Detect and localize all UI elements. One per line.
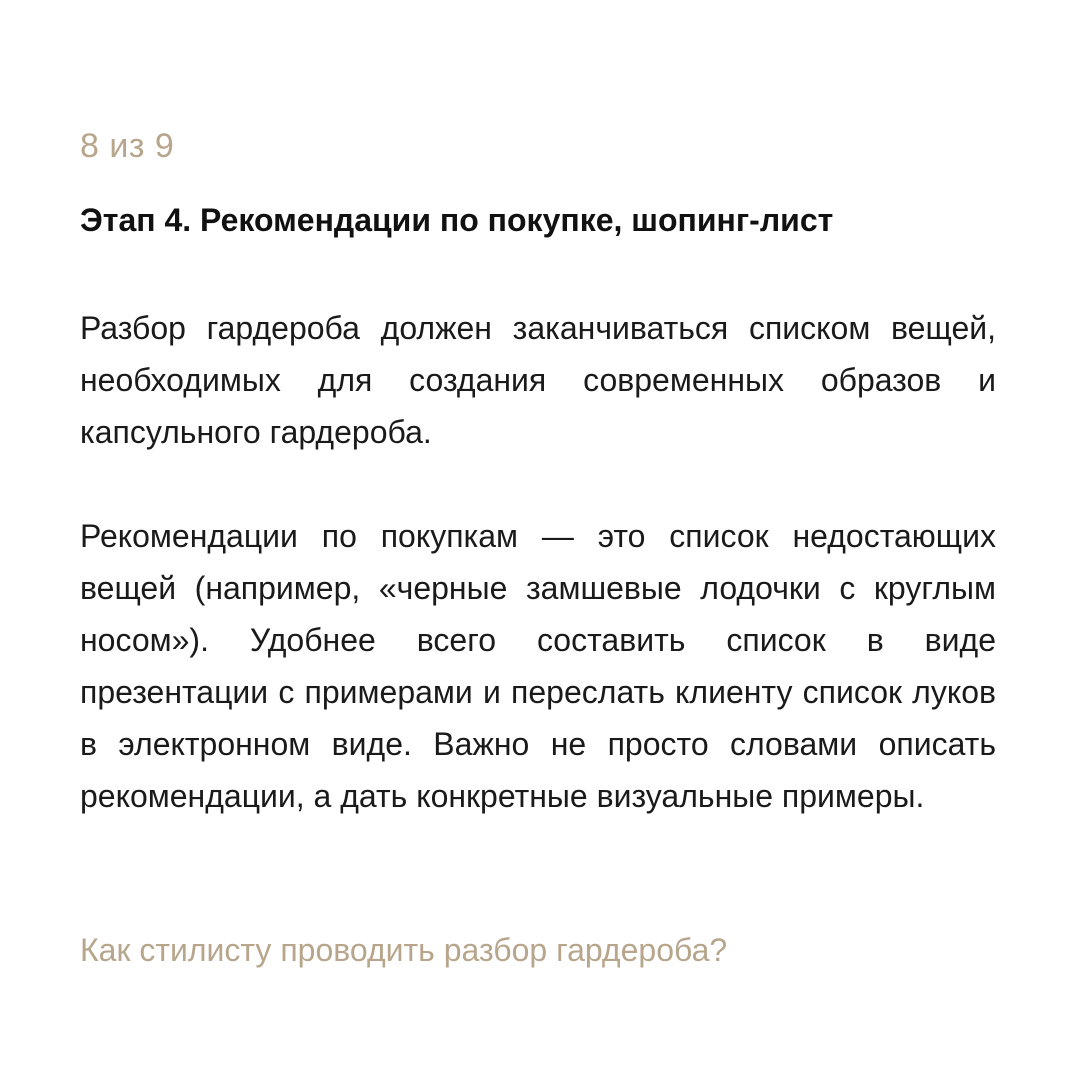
paragraph-2: Рекомендации по покупкам — это список недостающих вещей (например, «черные замшевые лодочки с круглым носом»). Удобнее всего составить список в виде презентации с примерами и переслать клиенту список луков в электронном виде. Важно не просто словами описать рекомендации, а дать конкретные визуальные примеры. [80, 518, 996, 814]
paragraph-1: Разбор гардероба должен заканчиваться списком вещей, необходимых для создания современных образов и капсульного гардероба. [80, 310, 996, 450]
slide-counter: 8 из 9 [80, 127, 175, 165]
slide-title: Этап 4. Рекомендации по покупке, шопинг-лист [80, 202, 834, 238]
footer-question-link[interactable]: Как стилисту проводить разбор гардероба? [80, 932, 728, 968]
